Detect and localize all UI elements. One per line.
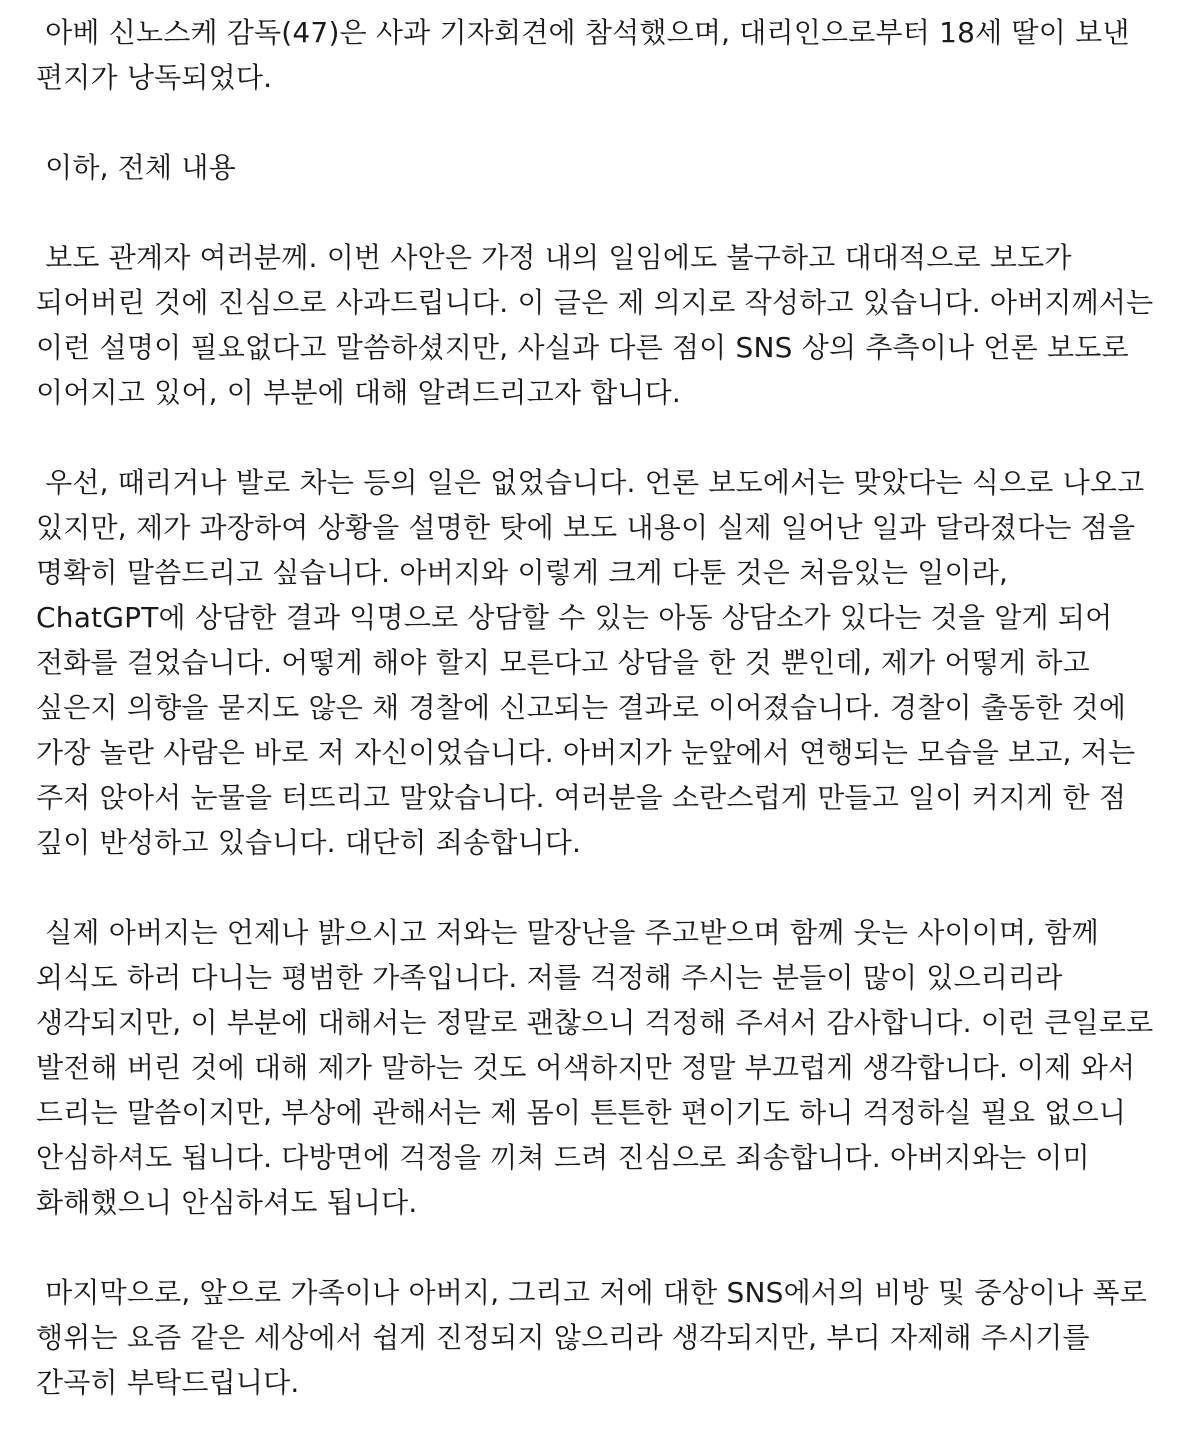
article-body (36, 10, 1166, 1405)
paragraph-intro: 아베 신노스케 감독(47)은 사과 기자회견에 참석했으며, 대리인으로부터 18세 딸이 보낸 편지가 낭독되었다. (36, 16, 1139, 94)
paragraph-closing-request: 마지막으로, 앞으로 가족이나 아버지, 그리고 저에 대한 SNS에서의 비방 및 중상이나 폭로 행위는 요즘 같은 세상에서 쉽게 진정되지 않으리라 생각되지만, 부디 자제해 주시기를 간곡히 부탁드립니다. (36, 1276, 1157, 1399)
paragraph-letter-greeting: 보도 관계자 여러분께. 이번 사안은 가정 내의 일임에도 불구하고 대대적으로 보도가 되어버린 것에 진심으로 사과드립니다. 이 글은 제 의지로 작성하고 있습니다. 아버지께서는 이런 설명이 필요없다고 말씀하셨지만, 사실과 다른 점이 SNS 상의 추측이나 언론 보도로 이어지고 있어, 이 부분에 대해 알려드리고자 합니다. (36, 241, 1163, 409)
paragraph-incident-explanation: 우선, 때리거나 발로 차는 등의 일은 없었습니다. 언론 보도에서는 맞았다는 식으로 나오고 있지만, 제가 과장하여 상황을 설명한 탓에 보도 내용이 실제 일어난 일과 달라졌다는 점을 명확히 말씀드리고 싶습니다. 아버지와 이렇게 크게 다툰 것은 처음있는 일이라, ChatGPT에 상담한 결과 익명으로 상담할 수 있는 아동 상담소가 있다는 것을 알게 되어 전화를 걸었습니다. 어떻게 해야 할지 모른다고 상담을 한 것 뿐인데, 제가 어떻게 하고 싶은지 의향을 묻지도 않은 채 경찰에 신고되는 결과로 이어졌습니다. 경찰이 출동한 것에 가장 놀란 사람은 바로 저 자신이었습니다. 아버지가 눈앞에서 연행되는 모습을 보고, 저는 주저 앉아서 눈물을 터뜨리고 말았습니다. 여러분을 소란스럽게 만들고 일이 커지게 한 점 깊이 반성하고 있습니다. 대단히 죄송합니다. (36, 466, 1154, 859)
paragraph-family-reassurance: 실제 아버지는 언제나 밝으시고 저와는 말장난을 주고받으며 함께 웃는 사이이며, 함께 외식도 하러 다니는 평범한 가족입니다. 저를 걱정해 주시는 분들이 많이 있으리리라 생각되지만, 이 부분에 대해서는 정말로 괜찮으니 걱정해 주셔서 감사합니다. 이런 큰일로로 발전해 버린 것에 대해 제가 말하는 것도 어색하지만 정말 부끄럽게 생각합니다. 이제 와서 드리는 말씀이지만, 부상에 관해서는 제 몸이 튼튼한 편이기도 하니 걱정하실 필요 없으니 안심하셔도 됩니다. 다방면에 걱정을 끼쳐 드려 진심으로 죄송합니다. 아버지와는 이미 화해했으니 안심하셔도 됩니다. (36, 916, 1163, 1219)
paragraph-full-text-heading: 이하, 전체 내용 (36, 151, 236, 184)
